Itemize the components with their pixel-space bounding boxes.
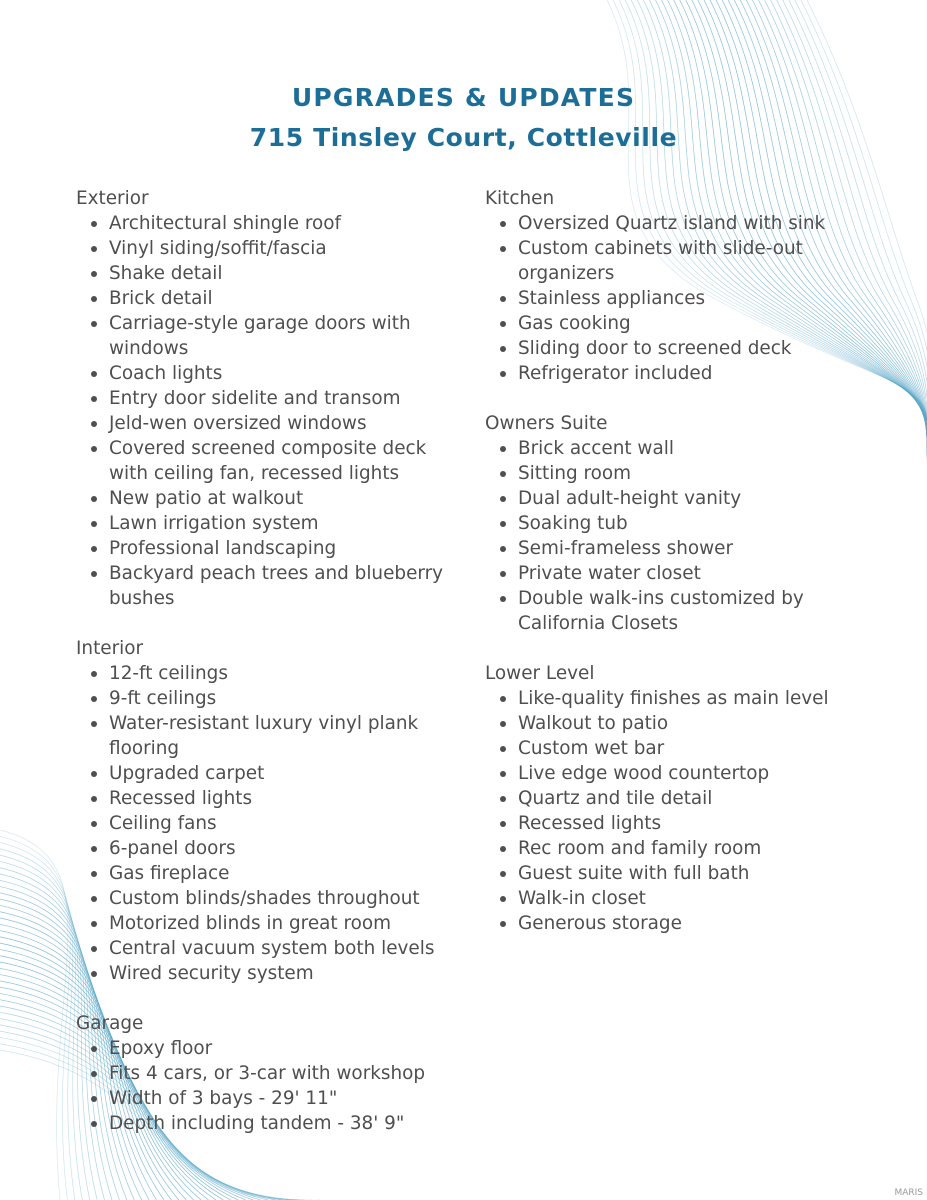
list-item: Upgraded carpet bbox=[109, 761, 466, 786]
list-item: 12-ft ceilings bbox=[109, 661, 466, 686]
list-item: Generous storage bbox=[518, 911, 885, 936]
bullet-list bbox=[76, 661, 466, 986]
section-heading: Interior bbox=[76, 638, 144, 659]
list-item: Brick accent wall bbox=[518, 436, 885, 461]
list-item: Fits 4 cars, or 3-car with workshop bbox=[109, 1061, 466, 1086]
list-item: Sliding door to screened deck bbox=[518, 336, 885, 361]
bullet-list bbox=[485, 436, 885, 636]
list-item: Sitting room bbox=[518, 461, 885, 486]
right-column bbox=[485, 186, 885, 961]
list-item: Stainless appliances bbox=[518, 286, 885, 311]
section-exterior bbox=[76, 186, 466, 611]
list-item: Ceiling fans bbox=[109, 811, 466, 836]
bullet-list bbox=[76, 211, 466, 611]
left-column bbox=[76, 186, 466, 1161]
list-item: 6-panel doors bbox=[109, 836, 466, 861]
list-item: Width of 3 bays - 29' 11" bbox=[109, 1086, 466, 1111]
bullet-list bbox=[485, 686, 885, 936]
list-item: Brick detail bbox=[109, 286, 466, 311]
list-item: Wired security system bbox=[109, 961, 466, 986]
list-item: Gas cooking bbox=[518, 311, 885, 336]
list-item: New patio at walkout bbox=[109, 486, 466, 511]
list-item: Carriage-style garage doors with windows bbox=[109, 311, 466, 361]
list-item: Entry door sidelite and transom bbox=[109, 386, 466, 411]
list-item: Walk-in closet bbox=[518, 886, 885, 911]
list-item: Double walk-ins customized by California Closets bbox=[518, 586, 885, 636]
bullet-list bbox=[76, 1036, 466, 1136]
section-kitchen bbox=[485, 186, 885, 386]
list-item: Water-resistant luxury vinyl plank flooring bbox=[109, 711, 466, 761]
section-garage bbox=[76, 1011, 466, 1136]
list-item: 9-ft ceilings bbox=[109, 686, 466, 711]
section-heading: Exterior bbox=[76, 188, 149, 209]
list-item: Custom cabinets with slide-out organizers bbox=[518, 236, 885, 286]
section-lower-level bbox=[485, 661, 885, 936]
list-item: Private water closet bbox=[518, 561, 885, 586]
watermark: MARIS bbox=[894, 1188, 923, 1198]
list-item: Soaking tub bbox=[518, 511, 885, 536]
list-item: Coach lights bbox=[109, 361, 466, 386]
list-item: Live edge wood countertop bbox=[518, 761, 885, 786]
list-item: Semi-frameless shower bbox=[518, 536, 885, 561]
list-item: Custom blinds/shades throughout bbox=[109, 886, 466, 911]
list-item: Professional landscaping bbox=[109, 536, 466, 561]
list-item: Vinyl siding/soffit/fascia bbox=[109, 236, 466, 261]
page-subtitle: 715 Tinsley Court, Cottleville bbox=[249, 123, 678, 152]
list-item: Architectural shingle roof bbox=[109, 211, 466, 236]
section-heading: Owners Suite bbox=[485, 413, 608, 434]
list-item: Quartz and tile detail bbox=[518, 786, 885, 811]
list-item: Oversized Quartz island with sink bbox=[518, 211, 885, 236]
list-item: Recessed lights bbox=[518, 811, 885, 836]
section-heading: Lower Level bbox=[485, 663, 595, 684]
section-interior bbox=[76, 636, 466, 986]
list-item: Motorized blinds in great room bbox=[109, 911, 466, 936]
section-owners-suite bbox=[485, 411, 885, 636]
header bbox=[0, 78, 927, 158]
list-item: Shake detail bbox=[109, 261, 466, 286]
section-heading: Kitchen bbox=[485, 188, 555, 209]
list-item: Walkout to patio bbox=[518, 711, 885, 736]
page-title: UPGRADES & UPDATES bbox=[291, 83, 636, 112]
list-item: Gas fireplace bbox=[109, 861, 466, 886]
list-item: Custom wet bar bbox=[518, 736, 885, 761]
list-item: Central vacuum system both levels bbox=[109, 936, 466, 961]
list-item: Recessed lights bbox=[109, 786, 466, 811]
list-item: Like-quality finishes as main level bbox=[518, 686, 885, 711]
list-item: Backyard peach trees and blueberry bushes bbox=[109, 561, 466, 611]
list-item: Epoxy floor bbox=[109, 1036, 466, 1061]
bullet-list bbox=[485, 211, 885, 386]
list-item: Lawn irrigation system bbox=[109, 511, 466, 536]
list-item: Refrigerator included bbox=[518, 361, 885, 386]
list-item: Depth including tandem - 38' 9" bbox=[109, 1111, 466, 1136]
section-heading: Garage bbox=[76, 1013, 144, 1034]
list-item: Covered screened composite deck with ceiling fan, recessed lights bbox=[109, 436, 466, 486]
list-item: Rec room and family room bbox=[518, 836, 885, 861]
list-item: Dual adult-height vanity bbox=[518, 486, 885, 511]
list-item: Guest suite with full bath bbox=[518, 861, 885, 886]
list-item: Jeld-wen oversized windows bbox=[109, 411, 466, 436]
